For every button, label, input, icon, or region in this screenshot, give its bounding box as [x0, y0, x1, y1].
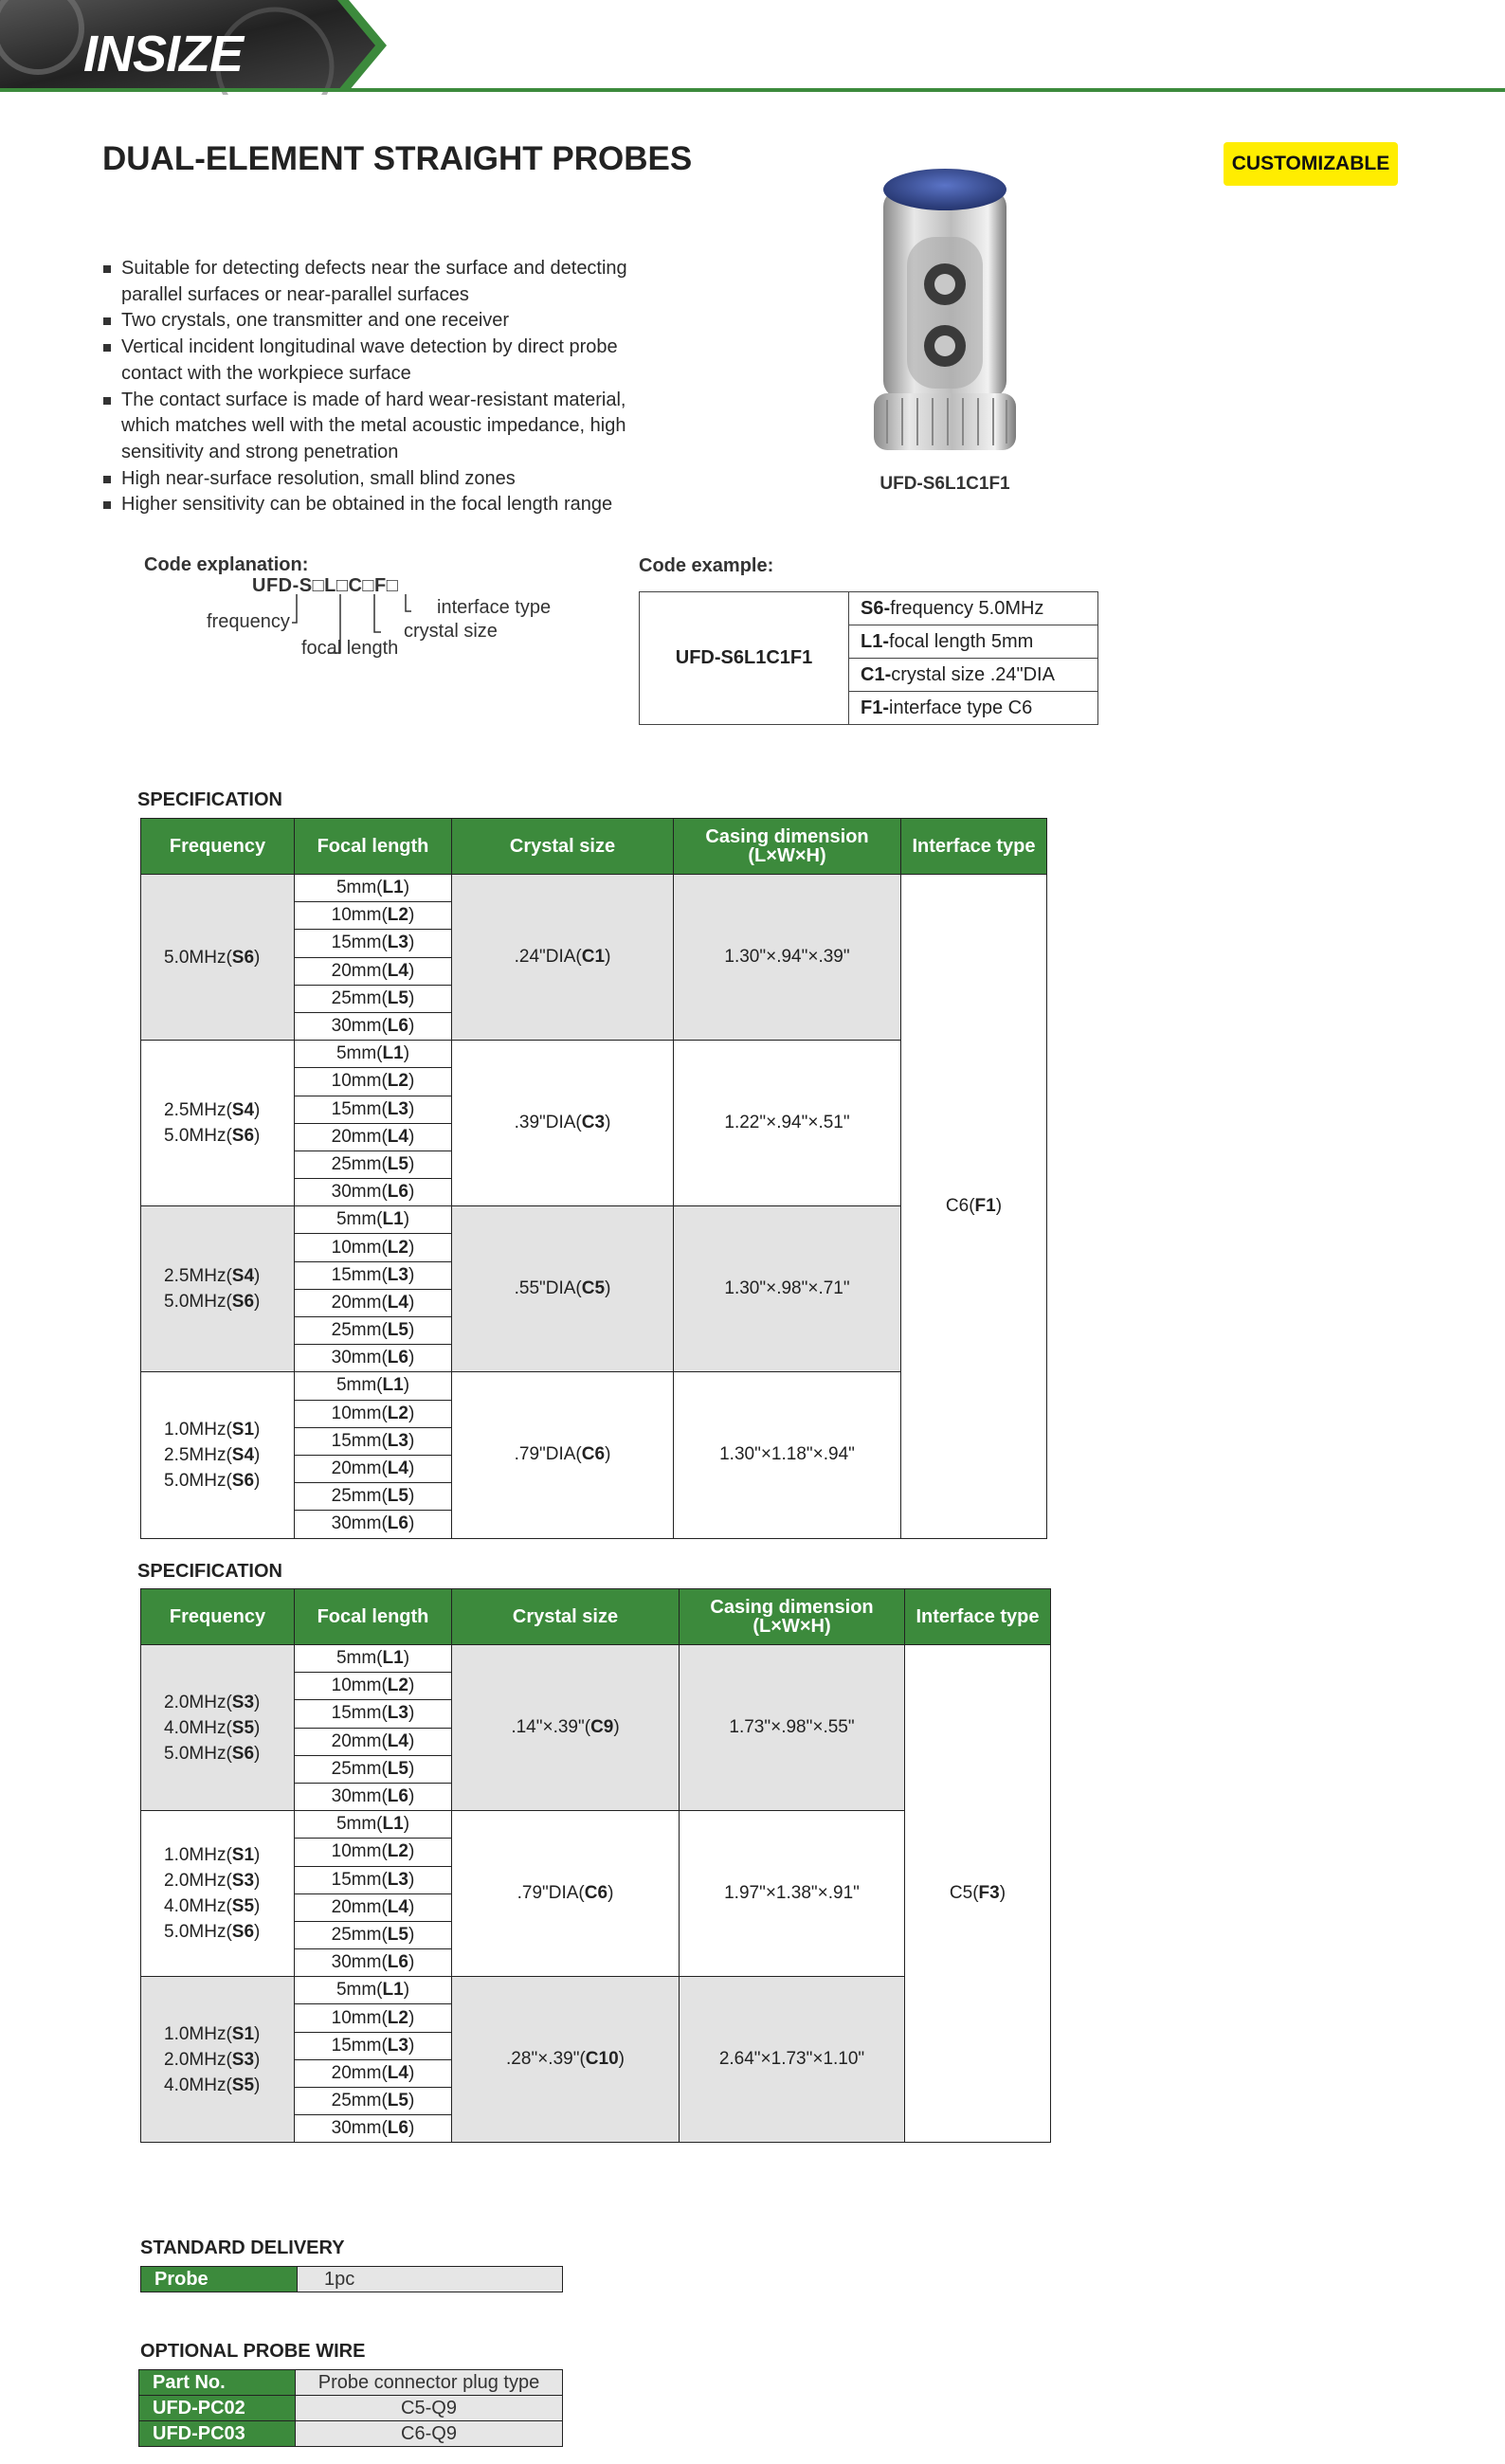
- column-header: Focal length: [295, 1589, 452, 1645]
- focal-length-cell: 30mm(L6): [295, 1783, 452, 1810]
- focal-length-cell: 25mm(L5): [295, 1317, 452, 1345]
- optional-wire-table: [138, 2369, 563, 2447]
- code-example-row: S6-frequency 5.0MHz: [849, 592, 1098, 625]
- focal-length-cell: 30mm(L6): [295, 1949, 452, 1977]
- column-header: Casing dimension (L×W×H): [680, 1589, 905, 1645]
- crystal-size-cell: .24"DIA(C1): [452, 875, 674, 1041]
- focal-length-cell: 5mm(L1): [295, 1372, 452, 1400]
- wire-part-no: UFD-PC03: [139, 2421, 296, 2447]
- column-header: Focal length: [295, 819, 452, 875]
- frequency-cell: 5.0MHz(S6): [141, 875, 295, 1041]
- crystal-size-cell: .14"×.39"(C9): [452, 1645, 680, 1811]
- crystal-size-cell: .28"×.39"(C10): [452, 1977, 680, 2143]
- focal-length-cell: 15mm(L3): [295, 1261, 452, 1289]
- delivery-qty: 1pc: [298, 2267, 563, 2292]
- focal-length-cell: 5mm(L1): [295, 1977, 452, 2004]
- spec-table-1: [140, 818, 1047, 1539]
- frequency-cell: 1.0MHz(S1) 2.0MHz(S3) 4.0MHz(S5) 5.0MHz(S6): [141, 1811, 295, 1977]
- focal-length-cell: 5mm(L1): [295, 875, 452, 902]
- table-row: [141, 875, 1047, 902]
- focal-length-cell: 10mm(L2): [295, 1400, 452, 1427]
- casing-dimension-cell: 1.30"×.98"×.71": [674, 1206, 901, 1372]
- table-row: [141, 1645, 1051, 1673]
- wire-header-type: Probe connector plug type: [296, 2370, 563, 2396]
- frequency-cell: 2.0MHz(S3) 4.0MHz(S5) 5.0MHz(S6): [141, 1645, 295, 1811]
- focal-length-cell: 30mm(L6): [295, 2115, 452, 2143]
- focal-length-cell: 20mm(L4): [295, 1123, 452, 1150]
- focal-length-cell: 25mm(L5): [295, 1483, 452, 1511]
- delivery-item: Probe: [141, 2267, 298, 2292]
- label-focal-length: focal length: [301, 638, 399, 659]
- interface-type-cell: C5(F3): [905, 1645, 1051, 2143]
- label-crystal-size: crystal size: [404, 621, 498, 642]
- column-header: Frequency: [141, 819, 295, 875]
- column-header: Interface type: [905, 1589, 1051, 1645]
- feature-item: Two crystals, one transmitter and one receiver: [102, 308, 671, 335]
- code-example-row: L1-focal length 5mm: [849, 625, 1098, 659]
- feature-item: Vertical incident longitudinal wave detection by direct probe contact with the workpiece surface: [102, 335, 671, 387]
- code-example-table: [639, 591, 1098, 725]
- focal-length-cell: 30mm(L6): [295, 1511, 452, 1538]
- wire-header-part: Part No.: [139, 2370, 296, 2396]
- label-interface-type: interface type: [437, 597, 552, 618]
- column-header: Crystal size: [452, 819, 674, 875]
- frequency-cell: 2.5MHz(S4) 5.0MHz(S6): [141, 1206, 295, 1372]
- wire-plug-type: C6-Q9: [296, 2421, 563, 2447]
- interface-type-cell: C6(F1): [901, 875, 1047, 1539]
- feature-list: [102, 256, 671, 518]
- standard-delivery-title: STANDARD DELIVERY: [140, 2238, 345, 2258]
- frequency-cell: 2.5MHz(S4) 5.0MHz(S6): [141, 1041, 295, 1206]
- focal-length-cell: 30mm(L6): [295, 1179, 452, 1206]
- feature-item: Higher sensitivity can be obtained in the focal length range: [102, 492, 671, 518]
- focal-length-cell: 20mm(L4): [295, 2059, 452, 2087]
- focal-length-cell: 5mm(L1): [295, 1206, 452, 1234]
- focal-length-cell: 25mm(L5): [295, 1150, 452, 1178]
- code-example-model: UFD-S6L1C1F1: [640, 592, 849, 725]
- feature-item: Suitable for detecting defects near the surface and detecting parallel surfaces or near-parallel surfaces: [102, 256, 671, 308]
- focal-length-cell: 20mm(L4): [295, 1455, 452, 1482]
- code-example-row: C1-crystal size .24"DIA: [849, 659, 1098, 692]
- code-explanation-model: UFD-S□L□C□F□: [252, 575, 399, 596]
- frequency-cell: 1.0MHz(S1) 2.5MHz(S4) 5.0MHz(S6): [141, 1372, 295, 1538]
- wire-plug-type: C5-Q9: [296, 2396, 563, 2421]
- feature-item: High near-surface resolution, small blind zones: [102, 466, 671, 493]
- label-frequency: frequency: [207, 611, 290, 632]
- casing-dimension-cell: 1.22"×.94"×.51": [674, 1041, 901, 1206]
- focal-length-cell: 20mm(L4): [295, 1289, 452, 1316]
- focal-length-cell: 15mm(L3): [295, 1427, 452, 1455]
- focal-length-cell: 10mm(L2): [295, 1673, 452, 1700]
- focal-length-cell: 20mm(L4): [295, 1893, 452, 1921]
- product-caption: UFD-S6L1C1F1: [879, 474, 1010, 494]
- focal-length-cell: 10mm(L2): [295, 1234, 452, 1261]
- casing-dimension-cell: 1.30"×1.18"×.94": [674, 1372, 901, 1538]
- brand-logo: INSIZE: [83, 26, 244, 82]
- casing-dimension-cell: 1.30"×.94"×.39": [674, 875, 901, 1041]
- spec-title-2: SPECIFICATION: [137, 1561, 282, 1582]
- focal-length-cell: 10mm(L2): [295, 902, 452, 930]
- casing-dimension-cell: 1.97"×1.38"×.91": [680, 1811, 905, 1977]
- focal-length-cell: 10mm(L2): [295, 1839, 452, 1866]
- standard-delivery-table: [140, 2266, 563, 2292]
- crystal-size-cell: .55"DIA(C5): [452, 1206, 674, 1372]
- focal-length-cell: 20mm(L4): [295, 957, 452, 985]
- casing-dimension-cell: 1.73"×.98"×.55": [680, 1645, 905, 1811]
- focal-length-cell: 25mm(L5): [295, 1921, 452, 1948]
- optional-wire-title: OPTIONAL PROBE WIRE: [140, 2341, 366, 2362]
- focal-length-cell: 25mm(L5): [295, 2088, 452, 2115]
- column-header: Crystal size: [452, 1589, 680, 1645]
- crystal-size-cell: .79"DIA(C6): [452, 1372, 674, 1538]
- column-header: Interface type: [901, 819, 1047, 875]
- wire-part-no: UFD-PC02: [139, 2396, 296, 2421]
- casing-dimension-cell: 2.64"×1.73"×1.10": [680, 1977, 905, 2143]
- column-header: Frequency: [141, 1589, 295, 1645]
- frequency-cell: 1.0MHz(S1) 2.0MHz(S3) 4.0MHz(S5): [141, 1977, 295, 2143]
- spec-title-1: SPECIFICATION: [137, 789, 282, 810]
- focal-length-cell: 15mm(L3): [295, 2032, 452, 2059]
- focal-length-cell: 15mm(L3): [295, 1700, 452, 1728]
- code-example-title: Code example:: [639, 555, 774, 576]
- focal-length-cell: 30mm(L6): [295, 1012, 452, 1040]
- focal-length-cell: 30mm(L6): [295, 1345, 452, 1372]
- focal-length-cell: 15mm(L3): [295, 930, 452, 957]
- column-header: Casing dimension (L×W×H): [674, 819, 901, 875]
- spec-table-2: [140, 1588, 1051, 2143]
- focal-length-cell: 25mm(L5): [295, 1755, 452, 1783]
- code-explanation-title: Code explanation:: [144, 554, 309, 575]
- probe-product-image: [807, 161, 1082, 474]
- focal-length-cell: 5mm(L1): [295, 1041, 452, 1068]
- focal-length-cell: 10mm(L2): [295, 2004, 452, 2032]
- focal-length-cell: 15mm(L3): [295, 1866, 452, 1893]
- code-example-row: F1-interface type C6: [849, 692, 1098, 725]
- crystal-size-cell: .39"DIA(C3): [452, 1041, 674, 1206]
- focal-length-cell: 10mm(L2): [295, 1068, 452, 1096]
- focal-length-cell: 15mm(L3): [295, 1096, 452, 1123]
- focal-length-cell: 25mm(L5): [295, 985, 452, 1012]
- focal-length-cell: 20mm(L4): [295, 1728, 452, 1755]
- feature-item: The contact surface is made of hard wear-resistant material, which matches well with the metal acoustic impedance, high sensitivity and strong penetration: [102, 388, 671, 466]
- focal-length-cell: 5mm(L1): [295, 1811, 452, 1839]
- customizable-badge: CUSTOMIZABLE: [1224, 142, 1398, 186]
- focal-length-cell: 5mm(L1): [295, 1645, 452, 1673]
- page-title: DUAL-ELEMENT STRAIGHT PROBES: [102, 140, 693, 177]
- crystal-size-cell: .79"DIA(C6): [452, 1811, 680, 1977]
